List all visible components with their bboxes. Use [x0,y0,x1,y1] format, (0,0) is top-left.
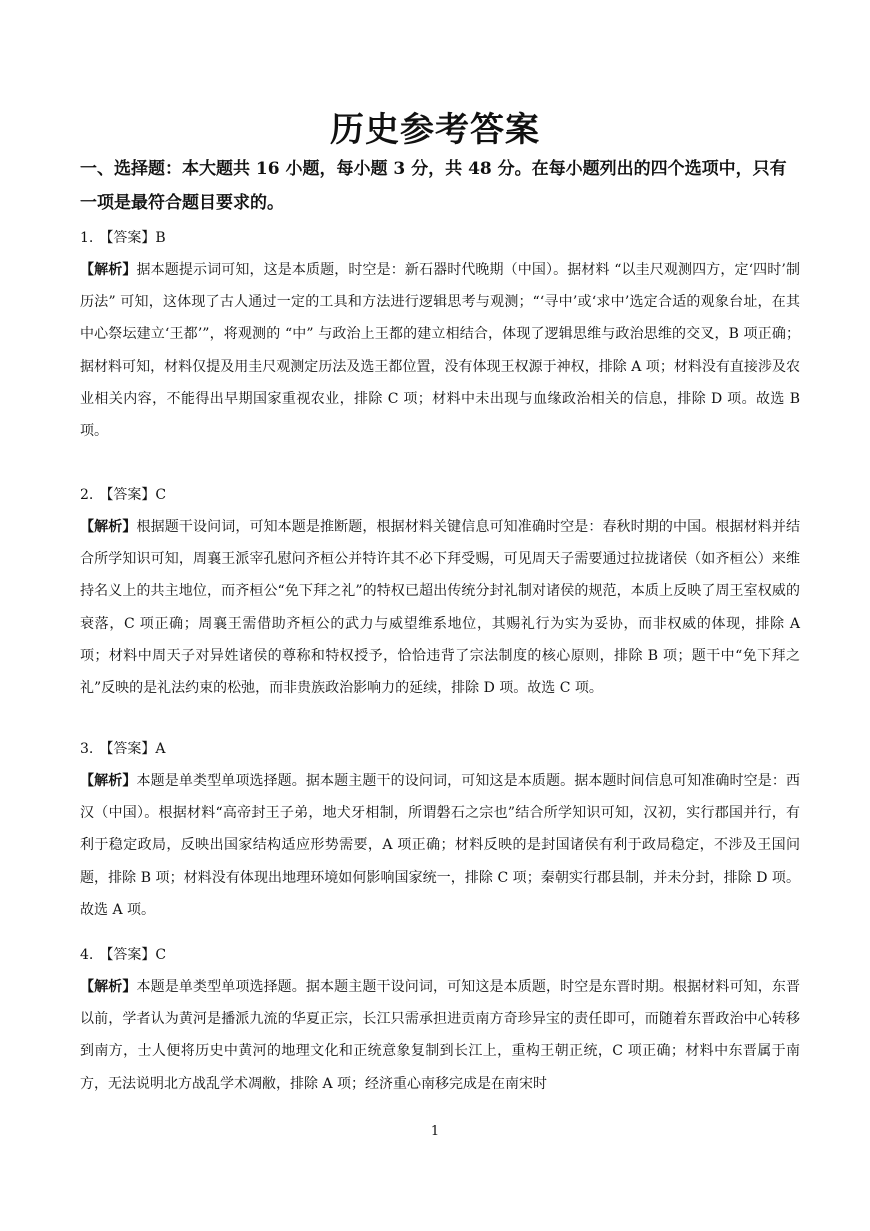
analysis-paragraph [80,511,800,704]
answer-label: 【答案】 [99,230,156,246]
analysis-label: 【解析】 [80,773,137,789]
answer-label: 【答案】 [99,947,156,963]
analysis-text: 本题是单类型单项选择题。据本题主题干设问词，可知这是本质题，时空是东晋时期。根据材料可知，东晋以前，学者认为黄河是播派九流的华夏正宗，长江只需承担进贡南方奇珍异宝的责任即可，而随着东晋政治中心转移到南方，士人便将历史中黄河的地理文化和正统意象复制到长江上，重构王朝正统，C 项正确；材料中东晋属于南方，无法说明北方战乱学术凋敝，排除 A 项；经济重心南移完成是在南宋时 [80,979,801,1092]
analysis-text: 本题是单类型单项选择题。据本题主题干的设问词，可知这是本质题。据本题时间信息可知准确时空是：西汉（中国）。根据材料“高帝封王子弟，地犬牙相制，所谓磐石之宗也”结合所学知识可知，汉初，实行郡国并行，有利于稳定政局，反映出国家结构适应形势需要，A 项正确；材料反映的是封国诸侯有利于政局稳定，不涉及王国问题，排除 B 项；材料没有体现出地理环境如何影响国家统一，排除 C 项；秦朝实行郡县制，并未分封，排除 D 项。故选 A 项。 [80,773,801,918]
analysis-text: 根据题干设问词，可知本题是推断题，根据材料关键信息可知准确时空是：春秋时期的中国。根据材料并结合所学知识可知，周襄王派宰孔慰问齐桓公并特许其不必下拜受赐，可见周天子需要通过拉拢诸侯（如齐桓公）来维持名义上的共主地位，而齐桓公“免下拜之礼”的特权已超出传统分封礼制对诸侯的规范，本质上反映了周王室权威的衰落，C 项正确；周襄王需借助齐桓公的武力与威望维系地位，其赐礼行为实为妥协，而非权威的体现，排除 A 项；材料中周天子对异姓诸侯的尊称和特权授予，恰恰违背了宗法制度的核心原则，排除 B 项；题干中“免下拜之礼”反映的是礼法约束的松弛，而非贵族政治影响力的延续，排除 D 项。故选 C 项。 [80,519,801,697]
answer-label: 【答案】 [99,741,156,757]
question-number: 1. [80,230,94,246]
page-number: 1 [430,1124,440,1139]
answer-value: C [155,487,167,503]
analysis-paragraph [80,971,800,1100]
answer-line [80,222,800,254]
answer-label: 【答案】 [99,487,156,503]
answer-value: B [155,230,166,246]
analysis-label: 【解析】 [80,979,137,995]
analysis-text: 据本题提示词可知，这是本质题，时空是：新石器时代晚期（中国）。据材料 “以圭尺观测四方，定‘四时’制历法” 可知，这体现了古人通过一定的工具和方法进行逻辑思考与观测；“‘寻中’或‘求中’选定合适的观象台址，在其中心祭坛建立‘王都’”，将观测的 “中” 与政治上王都的建立相结合，体现了逻辑思维与政治思维的交叉，B 项正确；据材料可知，材料仅提及用圭尺观测定历法及选王都位置，没有体现王权源于神权，排除 A 项；材料没有直接涉及农业相关内容，不能得出早期国家重视农业，排除 C 项；材料中未出现与血缘政治相关的信息，排除 D 项。故选 B 项。 [80,262,801,440]
analysis-label: 【解析】 [80,519,137,535]
question-1 [80,222,800,447]
analysis-paragraph [80,765,800,926]
page-title: 历史参考答案 [330,110,540,150]
answer-value: C [155,947,167,963]
question-4 [80,939,800,1100]
answer-line [80,939,800,971]
question-number: 3. [80,741,94,757]
answer-value: A [155,741,166,757]
question-3 [80,733,800,926]
question-number: 4. [80,947,94,963]
analysis-paragraph [80,254,800,447]
question-2 [80,479,800,704]
analysis-label: 【解析】 [80,262,137,278]
section-heading: 一、选择题：本大题共 16 小题，每小题 3 分，共 48 分。在每小题列出的四个选项中，只有一项是最符合题目要求的。 [80,159,787,213]
answer-line [80,479,800,511]
question-number: 2. [80,487,94,503]
answer-line [80,733,800,765]
